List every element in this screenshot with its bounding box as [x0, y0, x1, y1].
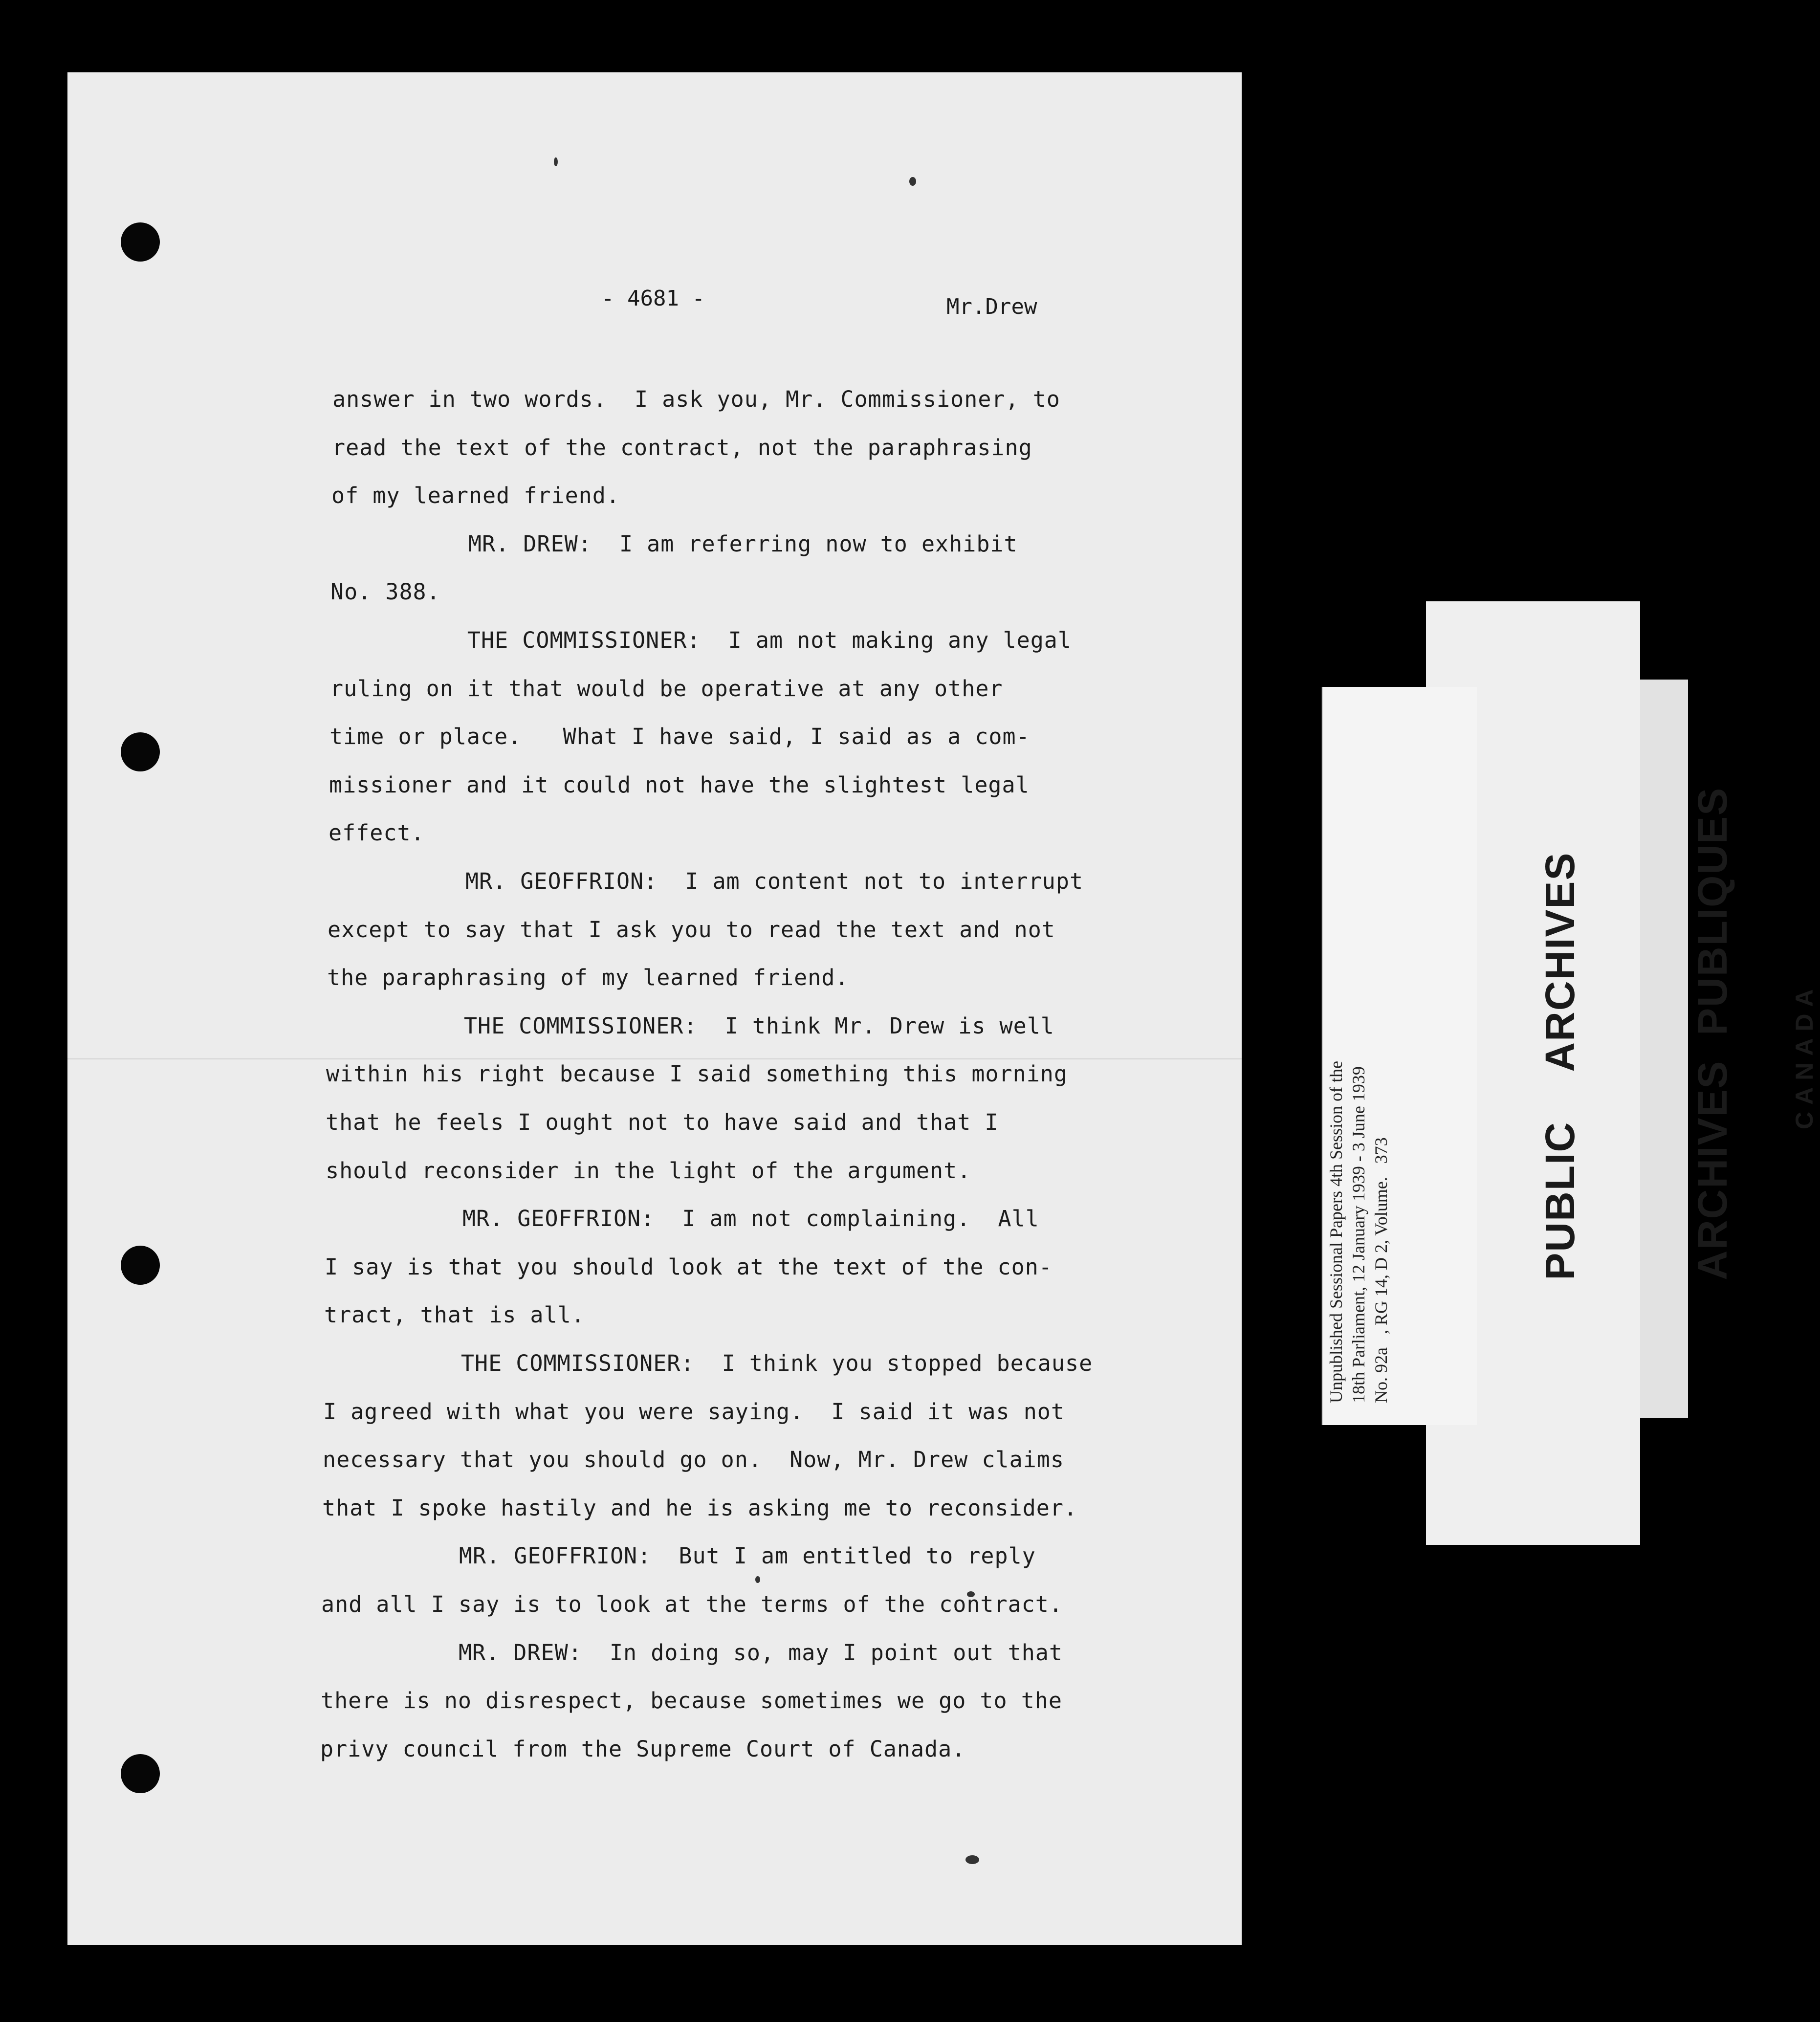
page-number: - 4681 - — [601, 286, 705, 311]
ink-speck — [909, 177, 916, 186]
archive-reference — [1325, 699, 1392, 1403]
stamp-word: ARCHIVES — [1537, 852, 1583, 1072]
page-fold-line — [67, 1058, 1242, 1059]
transcript-line: missioner and it could not have the slightest legal — [329, 772, 1030, 798]
transcript-line: I agreed with what you were saying. I said it was not — [323, 1399, 1065, 1425]
stamp-word: PUBLIQUES — [1689, 787, 1735, 1035]
transcript-line: MR. GEOFFRION: I am not complaining. All — [325, 1206, 1039, 1231]
transcript-line: MR. DREW: In doing so, may I point out that — [321, 1640, 1063, 1666]
binder-hole — [121, 222, 160, 262]
speaker-header: Mr.Drew — [946, 294, 1037, 319]
transcript-line: there is no disrespect, because sometimes we go to the — [321, 1688, 1062, 1714]
binder-hole — [121, 732, 160, 771]
transcript-line: MR. DREW: I am referring now to exhibit — [331, 531, 1018, 557]
transcript-line: ruling on it that would be operative at any other — [330, 676, 1003, 702]
stamp-country: CANADA — [1791, 982, 1818, 1129]
transcript-line: effect. — [329, 820, 425, 846]
stamp-word: ARCHIVES — [1689, 1060, 1735, 1280]
transcript-line: I say is that you should look at the text of the con- — [325, 1254, 1053, 1280]
transcript-line: THE COMMISSIONER: I am not making any legal — [330, 627, 1072, 653]
transcript-line: THE COMMISSIONER: I think Mr. Drew is well — [327, 1013, 1054, 1039]
transcript-line: MR. GEOFFRION: I am content not to interrupt — [328, 868, 1084, 894]
transcript-line: answer in two words. I ask you, Mr. Commissioner, to — [332, 386, 1060, 412]
binder-hole — [121, 1246, 160, 1285]
transcript-line: THE COMMISSIONER: I think you stopped because — [324, 1350, 1093, 1376]
ink-speck — [755, 1576, 760, 1583]
binder-hole — [121, 1754, 160, 1793]
stamp-word: PUBLIC — [1537, 1121, 1583, 1280]
ink-speck — [554, 157, 558, 166]
transcript-line: that I spoke hastily and he is asking me to reconsider. — [322, 1495, 1078, 1521]
transcript-line: tract, that is all. — [324, 1302, 585, 1328]
archive-reference-line: Unpublished Sessional Papers 4th Session of the — [1326, 1061, 1346, 1403]
transcript-line: and all I say is to look at the terms of the contract. — [321, 1591, 1063, 1617]
archive-stamp — [1484, 743, 1820, 1330]
transcript-line: No. 388. — [330, 579, 440, 605]
transcript-line: MR. GEOFFRION: But I am entitled to reply — [322, 1543, 1036, 1569]
transcript-line: except to say that I ask you to read the text and not — [328, 917, 1055, 943]
transcript-line: privy council from the Supreme Court of Canada. — [320, 1736, 966, 1762]
archive-reference-line: 18th Parliament, 12 January 1939 - 3 June 1939 — [1349, 1066, 1368, 1403]
ink-speck — [965, 1855, 979, 1864]
transcript-line: within his right because I said something this morning — [326, 1061, 1068, 1087]
transcript-line: of my learned friend. — [331, 483, 620, 508]
transcript-line: that he feels I ought not to have said and that I — [326, 1109, 999, 1135]
transcript-line: read the text of the contract, not the paraphrasing — [332, 435, 1032, 461]
transcript-line: the paraphrasing of my learned friend. — [327, 965, 849, 990]
transcript-line: necessary that you should go on. Now, Mr. Drew claims — [323, 1447, 1064, 1473]
transcript-line: time or place. What I have said, I said as a com- — [329, 724, 1030, 749]
transcript-line: should reconsider in the light of the argument. — [326, 1158, 971, 1184]
archive-reference-line: No. 92a , RG 14, D 2, Volume. 373 — [1371, 1137, 1391, 1403]
